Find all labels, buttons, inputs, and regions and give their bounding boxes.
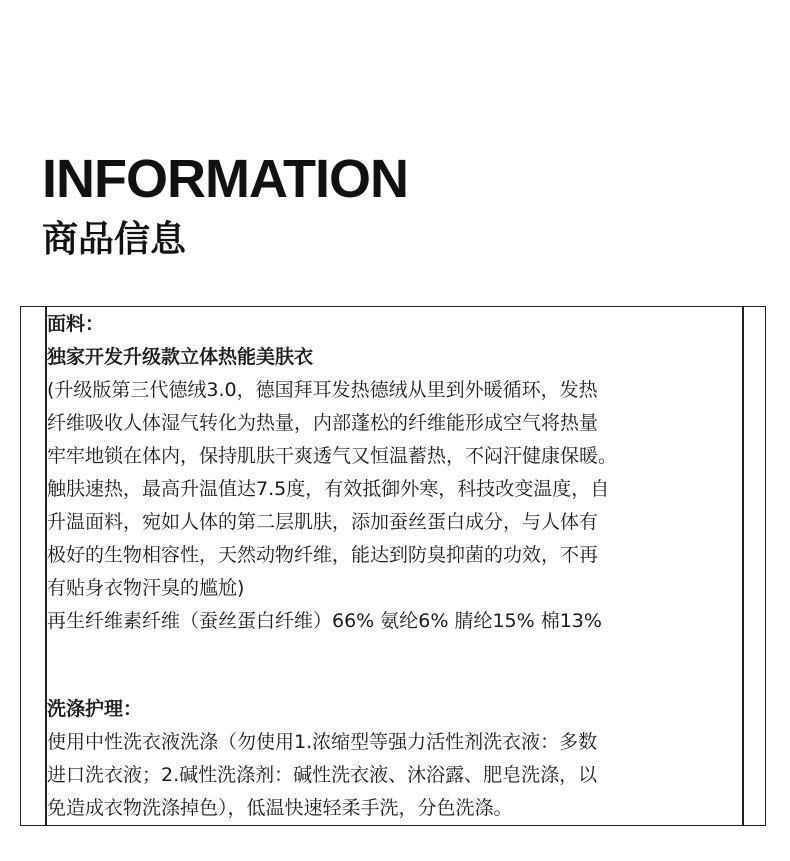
fabric-composition: 再生纤维素纤维（蚕丝蛋白纤维）66% 氨纶6% 腈纶15% 棉13% [47,610,602,632]
product-info-table [20,306,766,826]
care-instruction-line: 免造成衣物洗涤掉色），低温快速轻柔手洗，分色洗涤。 [47,797,513,819]
fabric-description-line: 纤维吸收人体湿气转化为热量，内部蓬松的纤维能形成空气将热量 [47,412,599,434]
fabric-description-line: 牢牢地锁在体内，保持肌肤干爽透气又恒温蓄热，不闷汗健康保暖。 [47,445,618,467]
fabric-section [47,308,752,638]
fabric-description-line: 升温面料，宛如人体的第二层肌肤，添加蚕丝蛋白成分，与人体有 [47,511,599,533]
section-spacer [47,638,752,693]
product-info-content [47,308,752,825]
care-section [47,693,752,825]
fabric-subtitle: 独家开发升级款立体热能美肤衣 [47,346,314,368]
care-instruction-line: 进口洗衣液；2.碱性洗涤剂：碱性洗衣液、沐浴露、肥皂洗涤，以 [47,764,598,786]
care-label: 洗涤护理： [47,698,143,720]
fabric-label: 面料： [47,313,105,335]
fabric-description-line: 极好的生物相容性，天然动物纤维，能达到防臭抑菌的功效，不再 [47,544,599,566]
fabric-description-line: 有贴身衣物汗臭的尴尬) [47,577,245,599]
page-title-english: INFORMATION [42,149,408,209]
page-title-chinese: 商品信息 [42,219,187,260]
care-instruction-line: 使用中性洗衣液洗涤（勿使用1.浓缩型等强力活性剂洗衣液：多数 [47,731,598,753]
fabric-description-line: 触肤速热，最高升温值达7.5度，有效抵御外寒，科技改变温度，自 [47,478,610,500]
fabric-description-line: (升级版第三代德绒3.0，德国拜耳发热德绒从里到外暖循环，发热 [47,379,598,401]
